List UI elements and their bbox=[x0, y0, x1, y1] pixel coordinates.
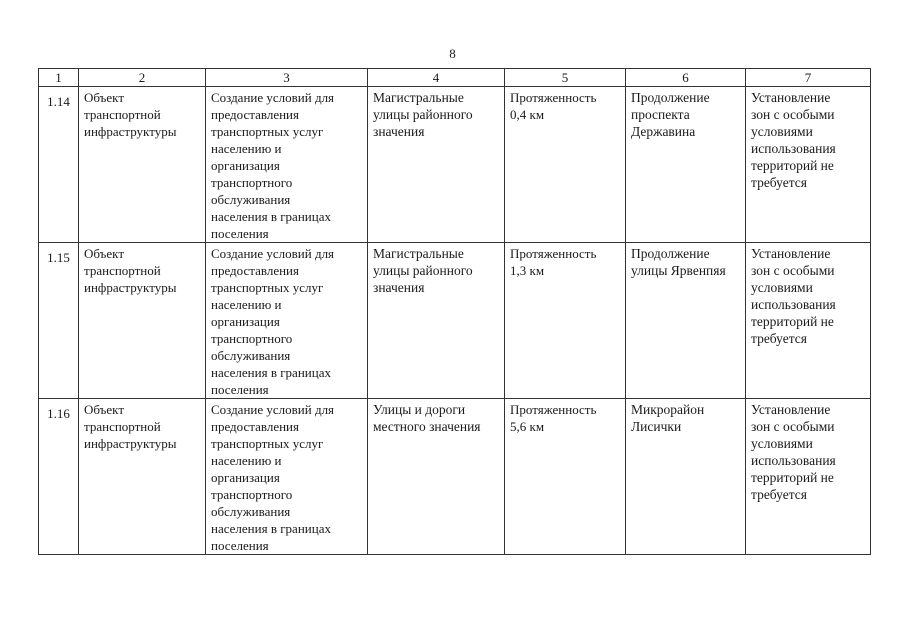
cell-line: поселения bbox=[211, 382, 269, 397]
cell-line: условиями bbox=[751, 124, 813, 139]
table-row bbox=[39, 399, 871, 555]
cell-line: Улицы и дороги bbox=[373, 402, 466, 417]
column-header: 7 bbox=[746, 69, 871, 87]
location-cell bbox=[626, 243, 746, 399]
cell-line: территорий не bbox=[751, 470, 834, 485]
cell-line: Державина bbox=[631, 124, 696, 139]
cell-line: населения в границах bbox=[211, 209, 331, 224]
cell-line: проспекта bbox=[631, 107, 690, 122]
cell-line: Объект bbox=[84, 90, 124, 105]
cell-line: инфраструктуры bbox=[84, 124, 177, 139]
row-number: 1.16 bbox=[39, 399, 79, 555]
cell-line: организация bbox=[211, 314, 280, 329]
cell-line: Продолжение bbox=[631, 246, 710, 261]
column-header: 3 bbox=[206, 69, 368, 87]
cell-line: местного значения bbox=[373, 419, 481, 434]
cell-line: населения в границах bbox=[211, 521, 331, 536]
cell-line: организация bbox=[211, 158, 280, 173]
cell-line: значения bbox=[373, 280, 425, 295]
cell-line: транспортного bbox=[211, 175, 293, 190]
zones-cell bbox=[746, 87, 871, 243]
cell-line: транспортных услуг bbox=[211, 124, 324, 139]
cell-line: Микрорайон bbox=[631, 402, 705, 417]
road-type-cell bbox=[368, 243, 505, 399]
location-cell bbox=[626, 87, 746, 243]
page-number: 8 bbox=[449, 46, 456, 61]
object-type-cell bbox=[79, 399, 206, 555]
cell-line: Установление bbox=[751, 246, 831, 261]
object-type-cell bbox=[79, 87, 206, 243]
cell-line: 1,3 км bbox=[510, 263, 545, 278]
length-cell bbox=[505, 87, 626, 243]
cell-line: использования bbox=[751, 297, 836, 312]
purpose-cell bbox=[206, 243, 368, 399]
cell-line: предоставления bbox=[211, 107, 299, 122]
cell-line: Магистральные bbox=[373, 90, 464, 105]
zones-cell bbox=[746, 399, 871, 555]
cell-line: условиями bbox=[751, 436, 813, 451]
cell-line: условиями bbox=[751, 280, 813, 295]
cell-line: требуется bbox=[751, 331, 807, 346]
purpose-cell bbox=[206, 87, 368, 243]
length-cell bbox=[505, 399, 626, 555]
cell-line: населению и bbox=[211, 297, 282, 312]
cell-line: зон с особыми bbox=[751, 263, 835, 278]
cell-line: транспортных услуг bbox=[211, 280, 324, 295]
header-row bbox=[39, 69, 871, 87]
location-cell bbox=[626, 399, 746, 555]
cell-line: территорий не bbox=[751, 314, 834, 329]
column-header: 6 bbox=[626, 69, 746, 87]
road-type-cell bbox=[368, 399, 505, 555]
cell-line: Установление bbox=[751, 90, 831, 105]
cell-line: Лисички bbox=[631, 419, 682, 434]
cell-line: Протяженность bbox=[510, 246, 597, 261]
column-header: 4 bbox=[368, 69, 505, 87]
cell-line: Создание условий для bbox=[211, 246, 335, 261]
cell-line: улицы районного bbox=[373, 263, 473, 278]
cell-line: Протяженность bbox=[510, 402, 597, 417]
cell-line: использования bbox=[751, 141, 836, 156]
table-header bbox=[39, 69, 871, 87]
cell-line: значения bbox=[373, 124, 425, 139]
row-number: 1.15 bbox=[39, 243, 79, 399]
cell-line: транспортной bbox=[84, 263, 161, 278]
purpose-cell bbox=[206, 399, 368, 555]
table-row bbox=[39, 243, 871, 399]
cell-line: Протяженность bbox=[510, 90, 597, 105]
cell-line: обслуживания bbox=[211, 348, 291, 363]
cell-line: населению и bbox=[211, 141, 282, 156]
cell-line: инфраструктуры bbox=[84, 436, 177, 451]
cell-line: обслуживания bbox=[211, 192, 291, 207]
column-header: 5 bbox=[505, 69, 626, 87]
cell-line: зон с особыми bbox=[751, 419, 835, 434]
cell-line: 0,4 км bbox=[510, 107, 545, 122]
cell-line: транспортного bbox=[211, 331, 293, 346]
cell-line: Создание условий для bbox=[211, 402, 335, 417]
cell-line: населению и bbox=[211, 453, 282, 468]
cell-line: населения в границах bbox=[211, 365, 331, 380]
table-body bbox=[39, 87, 871, 555]
cell-line: транспортных услуг bbox=[211, 436, 324, 451]
cell-line: Магистральные bbox=[373, 246, 464, 261]
column-header: 1 bbox=[39, 69, 79, 87]
cell-line: организация bbox=[211, 470, 280, 485]
zones-cell bbox=[746, 243, 871, 399]
table-row bbox=[39, 87, 871, 243]
column-header: 2 bbox=[79, 69, 206, 87]
cell-line: предоставления bbox=[211, 263, 299, 278]
cell-line: транспортной bbox=[84, 419, 161, 434]
cell-line: Продолжение bbox=[631, 90, 710, 105]
cell-line: поселения bbox=[211, 226, 269, 241]
objects-table bbox=[38, 68, 871, 555]
cell-line: предоставления bbox=[211, 419, 299, 434]
cell-line: улицы Ярвенпяя bbox=[631, 263, 726, 278]
cell-line: Объект bbox=[84, 402, 124, 417]
row-number: 1.14 bbox=[39, 87, 79, 243]
cell-line: инфраструктуры bbox=[84, 280, 177, 295]
cell-line: 5,6 км bbox=[510, 419, 545, 434]
cell-line: территорий не bbox=[751, 158, 834, 173]
cell-line: улицы районного bbox=[373, 107, 473, 122]
cell-line: Объект bbox=[84, 246, 124, 261]
cell-line: транспортной bbox=[84, 107, 161, 122]
road-type-cell bbox=[368, 87, 505, 243]
cell-line: использования bbox=[751, 453, 836, 468]
cell-line: требуется bbox=[751, 487, 807, 502]
cell-line: Установление bbox=[751, 402, 831, 417]
cell-line: транспортного bbox=[211, 487, 293, 502]
cell-line: обслуживания bbox=[211, 504, 291, 519]
object-type-cell bbox=[79, 243, 206, 399]
cell-line: поселения bbox=[211, 538, 269, 553]
cell-line: зон с особыми bbox=[751, 107, 835, 122]
cell-line: требуется bbox=[751, 175, 807, 190]
cell-line: Создание условий для bbox=[211, 90, 335, 105]
length-cell bbox=[505, 243, 626, 399]
